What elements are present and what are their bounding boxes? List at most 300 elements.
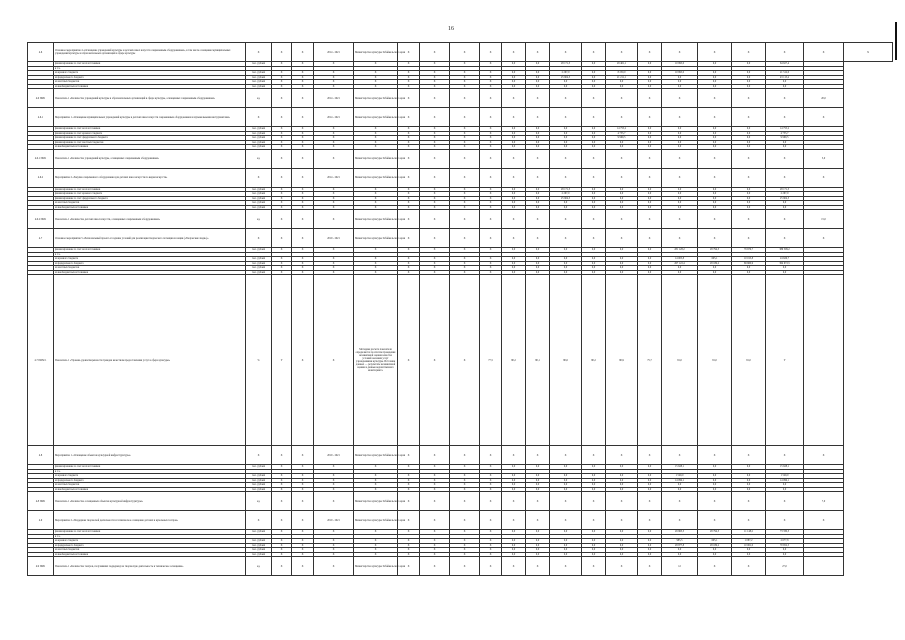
table-cell: Х xyxy=(420,465,450,470)
table-cell: 77,5 xyxy=(480,275,502,446)
table-cell: финансирование за счет всех источников xyxy=(54,127,246,132)
table-cell: Х xyxy=(550,229,582,248)
table-cell: Х xyxy=(398,229,420,248)
table-cell: 2 267,0 xyxy=(550,192,582,197)
table-cell: из внебюджетных источников xyxy=(54,205,246,210)
table-cell: Х xyxy=(420,80,450,85)
table-cell: Х xyxy=(480,543,502,548)
table-cell: Х xyxy=(292,446,314,465)
table-cell: 0,0 xyxy=(502,187,526,192)
table-cell: 28 189,2 xyxy=(698,261,732,266)
table-cell: 267 122,4 xyxy=(662,261,698,266)
table-cell: 0,0 xyxy=(638,127,662,132)
table-cell: 0,0 xyxy=(582,201,606,206)
table-cell: 28 171,3 xyxy=(550,62,582,67)
table-cell: 81,0 xyxy=(732,275,766,446)
table-cell: Х xyxy=(480,43,502,62)
table-cell: 0,0 xyxy=(638,205,662,210)
table-cell: Х xyxy=(420,511,450,530)
table-cell: Х xyxy=(398,539,420,544)
table-cell: 0,0 xyxy=(502,487,526,492)
table-cell: Х xyxy=(398,474,420,479)
table-cell: 0,0 xyxy=(732,483,766,488)
table-cell: 0,0 xyxy=(526,131,550,136)
table-cell: 0,0 xyxy=(638,80,662,85)
table-cell: 0,0 xyxy=(638,71,662,76)
table-cell: Х xyxy=(450,487,480,492)
table-cell: Х xyxy=(398,71,420,76)
table-cell: 2019 - 2021 xyxy=(314,511,354,530)
table-cell: Х xyxy=(450,89,480,108)
table-cell: 0,0 xyxy=(550,248,582,253)
table-cell-empty xyxy=(804,557,844,576)
table-cell: Х xyxy=(272,127,292,132)
table-cell: 15 628,1 xyxy=(766,465,804,470)
table-cell: Х xyxy=(420,145,450,150)
table-cell: Х xyxy=(662,149,698,168)
table-cell: 0,0 xyxy=(698,196,732,201)
table-cell: Х xyxy=(698,446,732,465)
table-cell: Х xyxy=(272,145,292,150)
table-cell: 0,0 xyxy=(698,487,732,492)
table-cell: Х xyxy=(526,446,550,465)
table-cell: Х xyxy=(420,248,450,253)
table-cell: 0,0 xyxy=(502,131,526,136)
table-cell: 0,0 xyxy=(662,270,698,275)
table-cell: в т.ч. xyxy=(54,534,246,539)
table-cell: Х xyxy=(582,89,606,108)
table-cell: Х xyxy=(354,465,398,470)
table-cell: Х xyxy=(354,474,398,479)
table-cell: Х xyxy=(354,261,398,266)
table-cell: Х xyxy=(450,192,480,197)
table-cell: 0,0 xyxy=(766,205,804,210)
table-cell: 0,0 xyxy=(732,192,766,197)
table-cell: Х xyxy=(272,261,292,266)
table-cell: 0,0 xyxy=(582,270,606,275)
table-cell: тыс. рублей xyxy=(246,530,272,535)
table-cell: 0,0 xyxy=(502,478,526,483)
table-cell: в т.ч. xyxy=(54,469,246,474)
table-cell: Х xyxy=(420,108,450,127)
table-cell: Х xyxy=(398,210,420,229)
table-cell: Х xyxy=(292,266,314,271)
table-cell: Х xyxy=(766,492,804,511)
table-cell: Х xyxy=(314,257,354,262)
table-cell: 0,0 xyxy=(638,75,662,80)
table-cell: Х xyxy=(314,270,354,275)
table-cell: из федерального бюджета xyxy=(54,261,246,266)
table-cell: 0,0 xyxy=(698,201,732,206)
table-cell: Х xyxy=(450,80,480,85)
table-cell: Х xyxy=(582,446,606,465)
table-cell: Х xyxy=(606,149,638,168)
table-cell: Х xyxy=(314,205,354,210)
table-cell: Х xyxy=(354,80,398,85)
table-cell: Х xyxy=(314,530,354,535)
table-cell: Х xyxy=(292,478,314,483)
table-cell: 27,0 xyxy=(766,557,804,576)
table-cell: Х xyxy=(314,140,354,145)
table-cell: 28 794,3 xyxy=(698,248,732,253)
table-cell: Х xyxy=(420,557,450,576)
table-cell: Х xyxy=(638,43,662,62)
table-cell: ед. xyxy=(246,149,272,168)
table-cell: 0,0 xyxy=(662,487,698,492)
table-cell: 0,0 xyxy=(698,548,732,553)
table-cell: Х xyxy=(354,75,398,80)
table-cell: Х xyxy=(354,62,398,67)
table-cell: Х xyxy=(698,108,732,127)
table-cell: 0,0 xyxy=(550,145,582,150)
table-cell: Х xyxy=(662,492,698,511)
table-cell: Х xyxy=(804,168,844,187)
table-cell: Х xyxy=(314,487,354,492)
table-cell: ед. xyxy=(246,557,272,576)
table-cell: 0,0 xyxy=(582,465,606,470)
table-cell: 0,0 xyxy=(526,84,550,89)
table-cell: финансирование за счет всех источников xyxy=(54,248,246,253)
table-cell: 0,0 xyxy=(698,80,732,85)
table-cell: Х xyxy=(582,149,606,168)
table-cell: 0,0 xyxy=(526,478,550,483)
table-cell: Министерство культуры Забайкальского края xyxy=(354,557,398,576)
table-cell: 0,0 xyxy=(606,270,638,275)
table-cell: из внебюджетных источников xyxy=(54,84,246,89)
table-cell: Х xyxy=(420,149,450,168)
table-cell: 0,0 xyxy=(732,127,766,132)
table-cell: Основное мероприятие 5 «Региональный проект «Создание условий для реализации творческого потенциала нации («Творческие люди»)» xyxy=(54,229,246,248)
table-cell: Х xyxy=(272,192,292,197)
table-cell: 4.6.2 ПМ1 xyxy=(28,210,54,229)
table-cell: 0,0 xyxy=(526,487,550,492)
table-cell: ед. xyxy=(246,210,272,229)
table-cell: 0,0 xyxy=(582,266,606,271)
table-cell: 2 267,0 xyxy=(550,71,582,76)
table-cell: 81,0 xyxy=(698,275,732,446)
table-cell: Х xyxy=(314,145,354,150)
table-cell: из внебюджетных источников xyxy=(54,552,246,557)
table-cell: 0,0 xyxy=(638,474,662,479)
table-cell: 0,0 xyxy=(766,548,804,553)
table-cell: Х xyxy=(698,210,732,229)
table-cell: 0,0 xyxy=(582,84,606,89)
table-cell: Х xyxy=(272,75,292,80)
table-cell: тыс. рублей xyxy=(246,62,272,67)
table-cell: 0,0 xyxy=(502,530,526,535)
table-cell: Х xyxy=(314,548,354,553)
table-cell: Х xyxy=(272,71,292,76)
table-cell: 0,0 xyxy=(638,201,662,206)
page-edge-mark xyxy=(895,22,897,60)
table-cell: Х xyxy=(450,84,480,89)
table-cell: Х xyxy=(354,266,398,271)
table-cell: Х xyxy=(480,187,502,192)
table-cell: Х xyxy=(480,127,502,132)
table-cell: 0,0 xyxy=(698,131,732,136)
table-cell: Х xyxy=(398,270,420,275)
table-cell: Х xyxy=(272,552,292,557)
table-cell: 0,0 xyxy=(502,127,526,132)
table-cell: Х xyxy=(804,446,844,465)
table-cell: 0,0 xyxy=(502,80,526,85)
table-cell: Х xyxy=(314,465,354,470)
table-cell: Х xyxy=(450,552,480,557)
table-cell: 0,0 xyxy=(502,270,526,275)
table-cell: Х xyxy=(398,108,420,127)
table-cell: Х xyxy=(420,492,450,511)
table-cell: Показатель 1 «Количество детских школ искусств, оснащенных современным оборудованием» xyxy=(54,210,246,229)
table-cell: 0,0 xyxy=(732,196,766,201)
table-cell: Х xyxy=(526,492,550,511)
table-cell: Х xyxy=(420,89,450,108)
table-cell: Х xyxy=(398,80,420,85)
table-cell: Х xyxy=(450,465,480,470)
table-cell: 2 677,8 xyxy=(766,539,804,544)
table-cell: Х xyxy=(450,196,480,201)
table-cell: Х xyxy=(292,261,314,266)
table-cell: 0,0 xyxy=(526,248,550,253)
table-row xyxy=(28,511,893,530)
table-cell: Х xyxy=(450,43,480,62)
table-cell: из внебюджетных источников xyxy=(54,145,246,150)
table-cell: Х xyxy=(272,483,292,488)
table-cell: 0,0 xyxy=(550,84,582,89)
table-cell: Х xyxy=(804,229,844,248)
table-cell: из краевого бюджета xyxy=(54,71,246,76)
table-cell: 0,0 xyxy=(502,62,526,67)
table-cell: Х xyxy=(502,168,526,187)
table-cell: Х xyxy=(314,127,354,132)
table-cell: Х xyxy=(698,229,732,248)
table-cell: Х xyxy=(502,446,526,465)
table-cell: Х xyxy=(246,108,272,127)
table-cell: 0,0 xyxy=(502,145,526,150)
table-cell: 9 999,5 xyxy=(766,136,804,141)
table-cell: Х xyxy=(450,140,480,145)
table-cell: Х xyxy=(354,127,398,132)
table-cell: Х xyxy=(480,266,502,271)
table-cell: Х xyxy=(354,478,398,483)
table-cell: Х xyxy=(272,474,292,479)
table-cell: Х xyxy=(272,187,292,192)
table-cell: Х xyxy=(354,530,398,535)
table-cell: 0,0 xyxy=(638,543,662,548)
table-cell: 20,0 xyxy=(804,89,844,108)
table-row xyxy=(28,168,893,187)
table-cell: 2014 - 2021 xyxy=(314,108,354,127)
table-cell: Х xyxy=(450,108,480,127)
table-cell: Мероприятие 1 «Оснащение муниципальных учреждений культуры и детских школ искусств современным оборудованием и музыкальными инструментами» xyxy=(54,108,246,127)
table-row xyxy=(28,149,893,168)
table-cell: Х xyxy=(662,511,698,530)
table-cell: Х xyxy=(480,465,502,470)
table-cell: Х xyxy=(526,168,550,187)
table-cell: Х xyxy=(354,270,398,275)
table-cell: 0,0 xyxy=(638,192,662,197)
table-cell: 0,0 xyxy=(502,192,526,197)
table-cell: Х xyxy=(272,168,292,187)
table-cell: Х xyxy=(314,62,354,67)
table-cell: Х xyxy=(314,84,354,89)
table-cell: 0,0 xyxy=(526,543,550,548)
table-cell: Х xyxy=(272,270,292,275)
table-cell: Х xyxy=(398,168,420,187)
table-cell: 0,0 xyxy=(550,474,582,479)
table-cell: Х xyxy=(292,80,314,85)
table-cell: Х xyxy=(292,140,314,145)
table-cell: тыс. рублей xyxy=(246,80,272,85)
table-cell: 0,0 xyxy=(698,62,732,67)
table-cell: Основное мероприятие 4 «Оснащение учреждений культуры и детских школ искусств современным оборудованием», в том числе оснащение муниципальных учреждений культуры и образовательных организаций в сфере культуры xyxy=(54,43,246,62)
table-cell: 0,0 xyxy=(662,192,698,197)
table-cell: 2014 - 2021 xyxy=(314,89,354,108)
table-cell: Х xyxy=(450,145,480,150)
table-cell: тыс. рублей xyxy=(246,248,272,253)
table-cell: 29 863,3 xyxy=(662,530,698,535)
table-cell: тыс. рублей xyxy=(246,140,272,145)
table-cell: Х xyxy=(354,543,398,548)
table-cell: ед. xyxy=(246,492,272,511)
table-cell: 0,0 xyxy=(502,465,526,470)
table-cell: 0,0 xyxy=(638,487,662,492)
table-cell: 0,0 xyxy=(698,71,732,76)
table-cell: тыс. рублей xyxy=(246,539,272,544)
table-cell: 0,0 xyxy=(526,530,550,535)
table-cell: Х xyxy=(272,89,292,108)
table-cell: из внебюджетных источников xyxy=(54,487,246,492)
table-cell: 0,0 xyxy=(550,201,582,206)
table-cell: 0,0 xyxy=(526,552,550,557)
table-cell: 28 171,3 xyxy=(550,187,582,192)
table-cell: Министерство культуры Забайкальского края xyxy=(354,43,398,62)
table-cell: Х xyxy=(450,136,480,141)
table-cell: 0,0 xyxy=(766,483,804,488)
table-cell: Х xyxy=(398,127,420,132)
table-cell: Х xyxy=(314,131,354,136)
table-row xyxy=(28,275,893,446)
table-cell: 0,0 xyxy=(582,192,606,197)
table-cell: Х xyxy=(480,80,502,85)
table-cell: Х xyxy=(766,43,804,62)
table-cell: 4.6.1 ПМ1 xyxy=(28,149,54,168)
table-cell: Х xyxy=(480,136,502,141)
table-cell: Х xyxy=(292,543,314,548)
table-cell: Х xyxy=(272,539,292,544)
table-cell: 0,0 xyxy=(732,145,766,150)
table-cell: Х xyxy=(732,149,766,168)
table-cell: Х xyxy=(550,210,582,229)
table-cell: 0,0 xyxy=(550,487,582,492)
table-cell: Методика расчета показателя определяется по итогам проведения независимой оценки качества условий оказания услуг учреждениями культуры. Источник данных — результаты независимой оценки и данные ведомственного мониторинга. xyxy=(354,275,398,446)
table-cell: 0,0 xyxy=(502,548,526,553)
table-cell: Х xyxy=(292,492,314,511)
table-cell: 80,6 xyxy=(550,275,582,446)
table-cell: 9 999,5 xyxy=(606,136,638,141)
table-cell: 0,0 xyxy=(662,483,698,488)
table-cell: Х xyxy=(420,446,450,465)
table-cell: Х xyxy=(314,478,354,483)
table-cell: У xyxy=(766,275,804,446)
table-cell: 0,0 xyxy=(606,552,638,557)
table-cell: Х xyxy=(398,511,420,530)
table-cell: тыс. рублей xyxy=(246,270,272,275)
table-cell: 0,0 xyxy=(662,196,698,201)
table-cell: 0,0 xyxy=(766,201,804,206)
table-cell: 0,0 xyxy=(662,548,698,553)
table-cell: Х xyxy=(398,75,420,80)
table-cell: Х xyxy=(272,80,292,85)
table-cell: Х xyxy=(420,266,450,271)
table-cell: 80,9 xyxy=(606,275,638,446)
table-cell: 70 652,5 xyxy=(766,543,804,548)
table-cell: 0,0 xyxy=(582,71,606,76)
table-cell: Х xyxy=(420,275,450,446)
table-cell: 0,0 xyxy=(550,539,582,544)
table-cell: 24 626,7 xyxy=(766,257,804,262)
page-number: 16 xyxy=(448,26,454,32)
table-cell: 0,0 xyxy=(732,474,766,479)
table-cell: 4.6.1 xyxy=(28,108,54,127)
table-cell: 0,0 xyxy=(526,80,550,85)
table-cell: 0,0 xyxy=(606,248,638,253)
table-cell: 0,0 xyxy=(732,552,766,557)
table-cell: 0,0 xyxy=(606,192,638,197)
table-cell: тыс. рублей xyxy=(246,192,272,197)
table-cell: тыс. рублей xyxy=(246,201,272,206)
table-cell: 11 148,2 xyxy=(732,530,766,535)
table-cell: 21 512,0 xyxy=(766,71,804,76)
table-cell: Х xyxy=(502,108,526,127)
table-cell: 0,0 xyxy=(582,131,606,136)
table-cell: 281 128,2 xyxy=(662,248,698,253)
table-cell: тыс. рублей xyxy=(246,131,272,136)
table-cell: 0,0 xyxy=(638,187,662,192)
table-cell: Мероприятие 1 «Оснащение объектов культурной инфраструктуры» xyxy=(54,446,246,465)
table-cell: Х xyxy=(766,108,804,127)
table-cell: 14 099,1 xyxy=(766,478,804,483)
table-cell: 0,0 xyxy=(662,80,698,85)
table-cell: Х xyxy=(480,140,502,145)
table-cell: Х xyxy=(526,43,550,62)
table-cell: Х xyxy=(450,483,480,488)
table-cell: 0,0 xyxy=(638,552,662,557)
table-cell: Х xyxy=(420,261,450,266)
table-cell: 0,0 xyxy=(526,136,550,141)
table-cell: Х xyxy=(502,210,526,229)
table-cell: 81,0 xyxy=(662,275,698,446)
table-cell: тыс. рублей xyxy=(246,487,272,492)
table-cell: Х xyxy=(550,89,582,108)
table-cell: 0,0 xyxy=(662,127,698,132)
table-cell: Х xyxy=(420,127,450,132)
table-cell: Х xyxy=(480,492,502,511)
table-cell: Х xyxy=(398,136,420,141)
table-cell: 0,0 xyxy=(550,478,582,483)
table-cell: Х xyxy=(450,205,480,210)
table-cell: Х xyxy=(292,43,314,62)
table-cell: 364 972,5 xyxy=(766,261,804,266)
table-cell: Х xyxy=(606,229,638,248)
table-cell: Х xyxy=(480,210,502,229)
table-cell: 0,0 xyxy=(526,548,550,553)
table-cell: 0,0 xyxy=(766,552,804,557)
table-cell-empty xyxy=(804,275,844,446)
table-cell: Х xyxy=(550,511,582,530)
table-cell: 15,0 xyxy=(804,210,844,229)
table-cell: Х xyxy=(354,248,398,253)
table-cell: Х xyxy=(398,187,420,192)
